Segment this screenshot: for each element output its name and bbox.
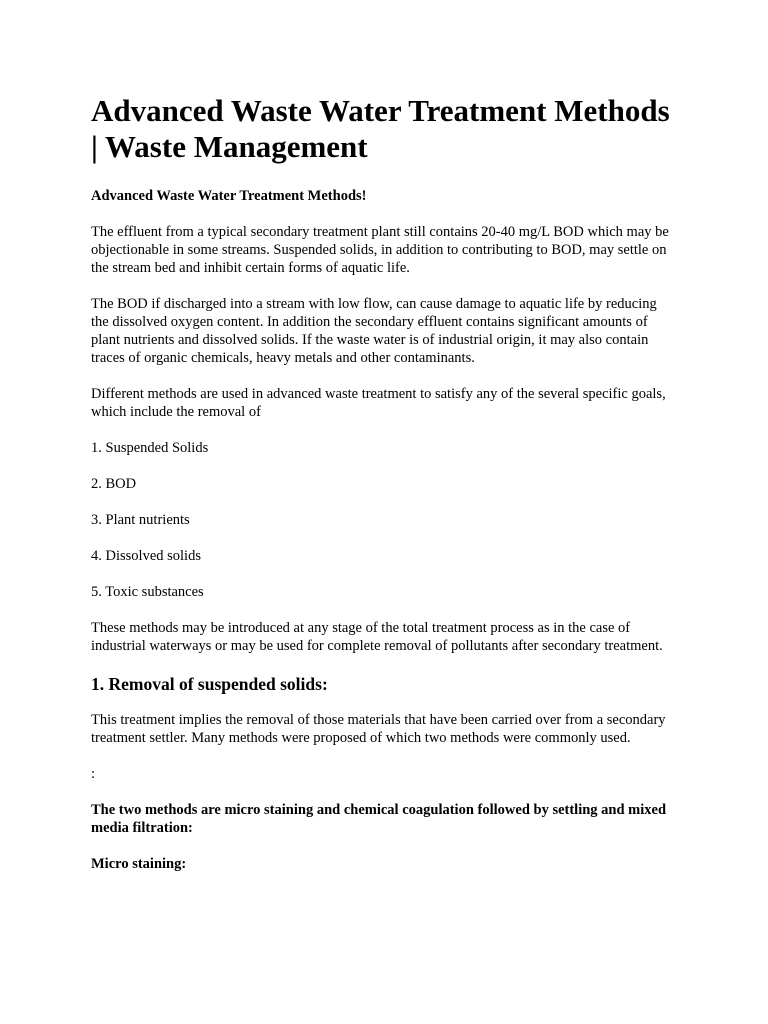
paragraph-suspended-solids: This treatment implies the removal of those materials that have been carried over from a secondary treatment settler. Many methods were proposed of which two methods were commonly used.	[91, 712, 666, 746]
bold-paragraph: The two methods are micro staining and chemical coagulation followed by settling and mixed media filtration:	[91, 802, 667, 836]
colon-line: :	[91, 766, 96, 782]
paragraph-effluent: The effluent from a typical secondary treatment plant still contains 20-40 mg/L BOD which may be objectionable in some streams. Suspended solids, in addition to contributing to BOD, may settle on the stream bed and inhibit certain forms of aquatic life.	[91, 224, 669, 276]
subtitle: Advanced Waste Water Treatment Methods!	[91, 188, 367, 204]
paragraph-bod: The BOD if discharged into a stream with low flow, can cause damage to aquatic life by reducing the dissolved oxygen content. In addition the secondary effluent contains significant amounts of plant nutrients and dissolved solids. If the waste water is of industrial origin, it may also contain traces of organic chemicals, heavy metals and other contaminants.	[91, 296, 657, 366]
list-item: 4. Dissolved solids	[91, 548, 201, 564]
list-item: 1. Suspended Solids	[91, 440, 209, 456]
list-item: 5. Toxic substances	[91, 584, 204, 600]
paragraph-methods: Different methods are used in advanced waste treatment to satisfy any of the several specific goals, which include the removal of	[91, 386, 666, 420]
list-item: 2. BOD	[91, 476, 137, 492]
section-heading: 1. Removal of suspended solids:	[91, 674, 328, 694]
paragraph-stages: These methods may be introduced at any stage of the total treatment process as in the case of industrial waterways or may be used for complete removal of pollutants after secondary treatment.	[91, 620, 663, 654]
page-title: Advanced Waste Water Treatment Methods | Waste Management	[91, 93, 670, 164]
document-page	[91, 93, 671, 891]
list-item: 3. Plant nutrients	[91, 512, 190, 528]
sub-heading: Micro staining:	[91, 856, 187, 872]
